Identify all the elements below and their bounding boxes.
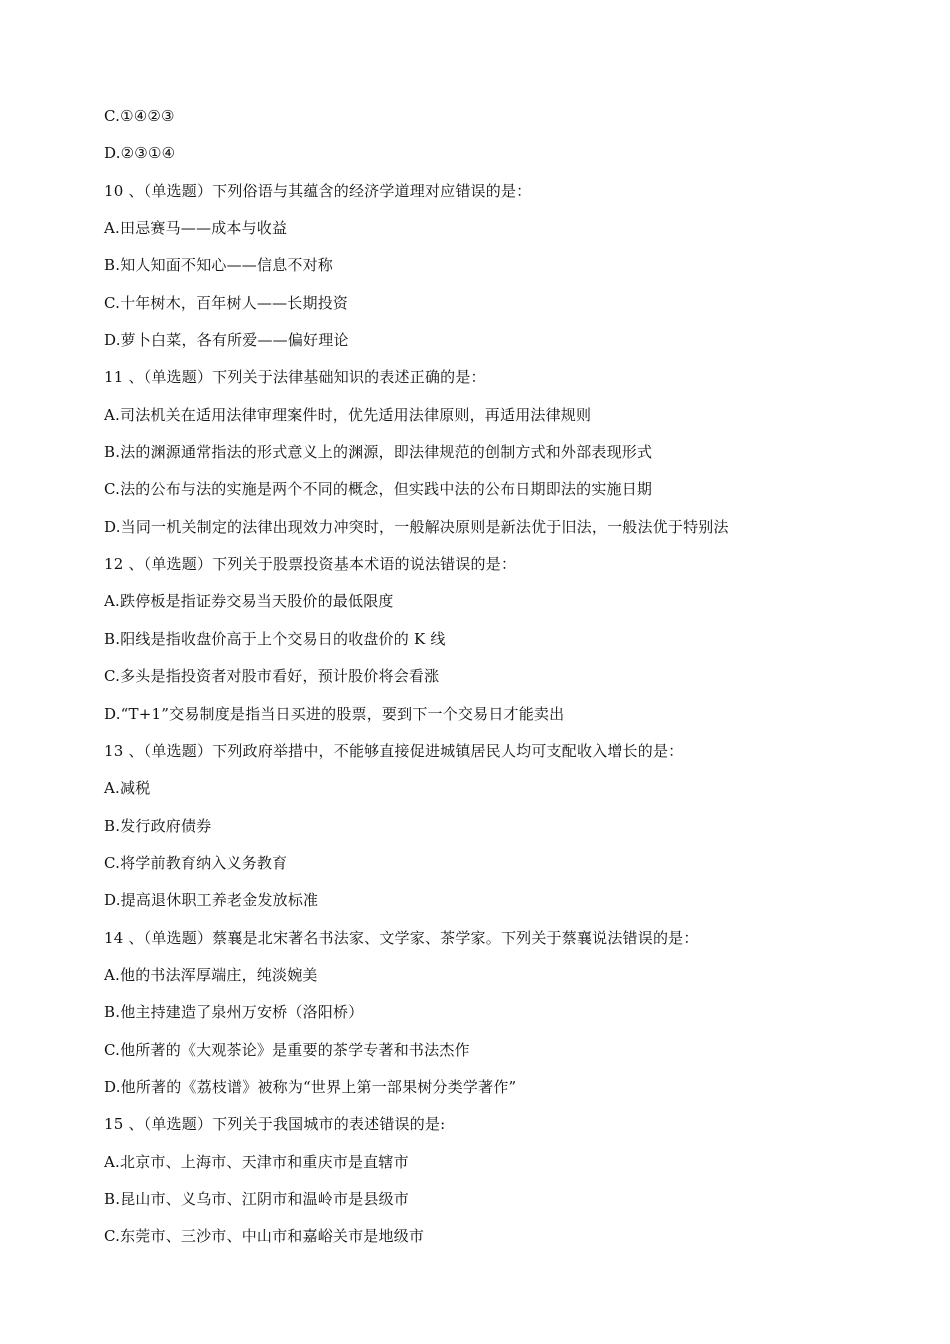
question-13-stem: 13 、（单选题）下列政府举措中，不能够直接促进城镇居民人均可支配收入增长的是：: [104, 741, 684, 760]
q14-option-b: B.他主持建造了泉州万安桥（洛阳桥）: [104, 1003, 364, 1022]
question-list: [104, 98, 924, 1256]
q12-option-d: D.“T+1”交易制度是指当日买进的股票，要到下一个交易日才能卖出: [104, 704, 565, 723]
question-11-stem: 11 、（单选题）下列关于法律基础知识的表述正确的是：: [104, 368, 486, 387]
question-10-stem: 10 、（单选题）下列俗语与其蕴含的经济学道理对应错误的是：: [104, 181, 532, 200]
q11-option-a: A.司法机关在适用法律审理案件时，优先适用法律原则，再适用法律规则: [104, 405, 592, 424]
q12-option-b: B.阳线是指收盘价高于上个交易日的收盘价的 K 线: [104, 629, 446, 648]
q15-option-c: C.东莞市、三沙市、中山市和嘉峪关市是地级市: [104, 1227, 425, 1246]
q15-option-b: B.昆山市、义乌市、江阴市和温岭市是县级市: [104, 1189, 409, 1208]
q11-option-d: D.当同一机关制定的法律出现效力冲突时，一般解决原则是新法优于旧法，一般法优于特别法: [104, 517, 729, 536]
q10-option-b: B.知人知面不知心——信息不对称: [104, 256, 333, 275]
q14-option-a: A.他的书法浑厚端庄，纯淡婉美: [104, 965, 318, 984]
q13-option-b: B.发行政府债券: [104, 816, 212, 835]
q13-option-a: A.减税: [104, 779, 151, 798]
q12-option-a: A.跌停板是指证券交易当天股价的最低限度: [104, 592, 394, 611]
option-line: D.②③①④: [104, 144, 176, 163]
option-line: C.①④②③: [104, 107, 175, 125]
question-15-stem: 15 、（单选题）下列关于我国城市的表述错误的是:: [104, 1115, 446, 1134]
q13-option-d: D.提高退休职工养老金发放标准: [104, 891, 319, 910]
q13-option-c: C.将学前教育纳入义务教育: [104, 853, 288, 872]
q15-option-a: A.北京市、上海市、天津市和重庆市是直辖市: [104, 1152, 409, 1171]
q10-option-a: A.田忌赛马——成本与收益: [104, 219, 288, 238]
question-12-stem: 12 、（单选题）下列关于股票投资基本术语的说法错误的是：: [104, 555, 517, 574]
q10-option-d: D.萝卜白菜，各有所爱——偏好理论: [104, 331, 349, 350]
q14-option-d: D.他所著的《荔枝谱》被称为“世界上第一部果树分类学著作”: [104, 1077, 517, 1096]
q14-option-c: C.他所著的《大观茶论》是重要的茶学专著和书法杰作: [104, 1040, 470, 1059]
q11-option-c: C.法的公布与法的实施是两个不同的概念，但实践中法的公布日期即法的实施日期: [104, 480, 653, 499]
q10-option-c: C.十年树木，百年树人——长期投资: [104, 293, 349, 312]
q12-option-c: C.多头是指投资者对股市看好，预计股价将会看涨: [104, 667, 440, 686]
q11-option-b: B.法的渊源通常指法的形式意义上的渊源，即法律规范的创制方式和外部表现形式: [104, 443, 653, 462]
question-14-stem: 14 、（单选题）蔡襄是北宋著名书法家、文学家、茶学家。下列关于蔡襄说法错误的是：: [104, 928, 699, 947]
